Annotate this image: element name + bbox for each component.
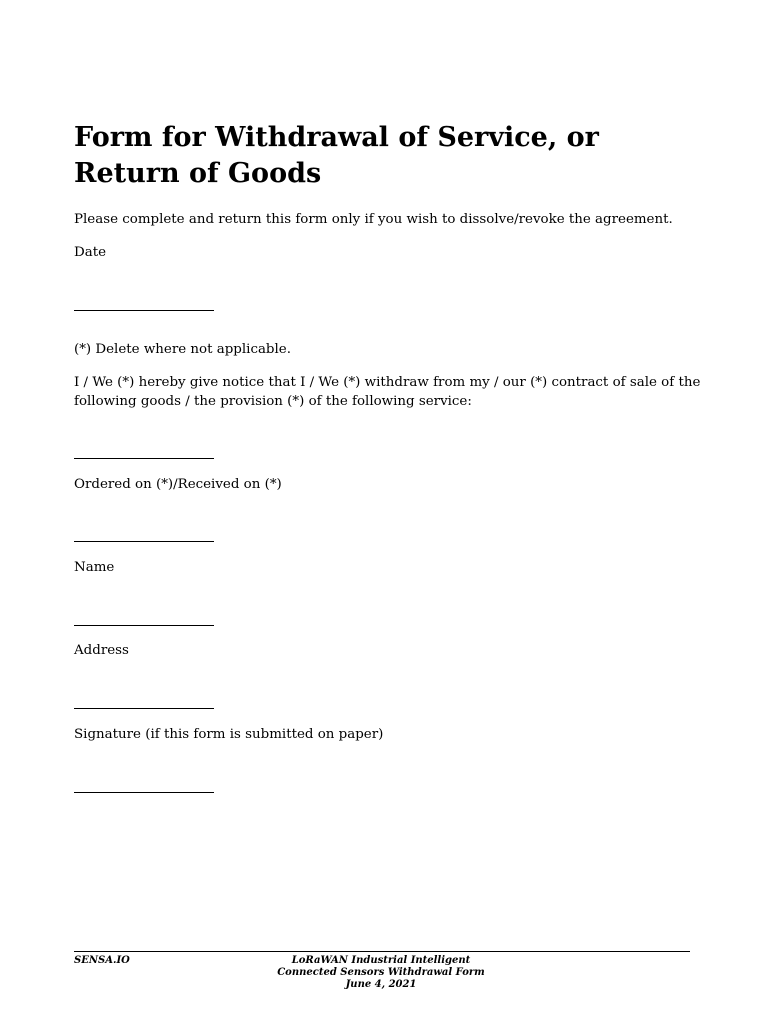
ordered-blank-line xyxy=(74,541,214,542)
date-blank-line xyxy=(74,310,214,311)
date-label: Date xyxy=(74,245,107,260)
signature-label: Signature (if this form is submitted on paper) xyxy=(74,727,384,742)
footer-doc-title-line2: Connected Sensors Withdrawal Form xyxy=(277,967,485,978)
footer-document-info xyxy=(231,955,531,991)
goods-blank-line xyxy=(74,458,214,459)
delete-note: (*) Delete where not applicable. xyxy=(74,342,291,357)
ordered-received-label: Ordered on (*)/Received on (*) xyxy=(74,477,282,492)
footer-company: SENSA.IO xyxy=(74,955,130,966)
signature-blank-line xyxy=(74,792,214,793)
footer-divider xyxy=(74,951,690,952)
name-blank-line xyxy=(74,625,214,626)
address-label: Address xyxy=(74,643,129,658)
footer-doc-title-line1: LoRaWAN Industrial Intelligent xyxy=(291,955,471,966)
address-blank-line xyxy=(74,708,214,709)
form-title: Form for Withdrawal of Service, or Return of Goods xyxy=(74,122,599,189)
intro-text: Please complete and return this form only if you wish to dissolve/revoke the agreement. xyxy=(74,212,673,227)
footer-date: June 4, 2021 xyxy=(345,979,417,990)
withdrawal-notice-text: I / We (*) hereby give notice that I / We (*) withdraw from my / our (*) contract of sale of the following goods / the provision (*) of the following service: xyxy=(74,375,701,409)
name-label: Name xyxy=(74,560,115,575)
